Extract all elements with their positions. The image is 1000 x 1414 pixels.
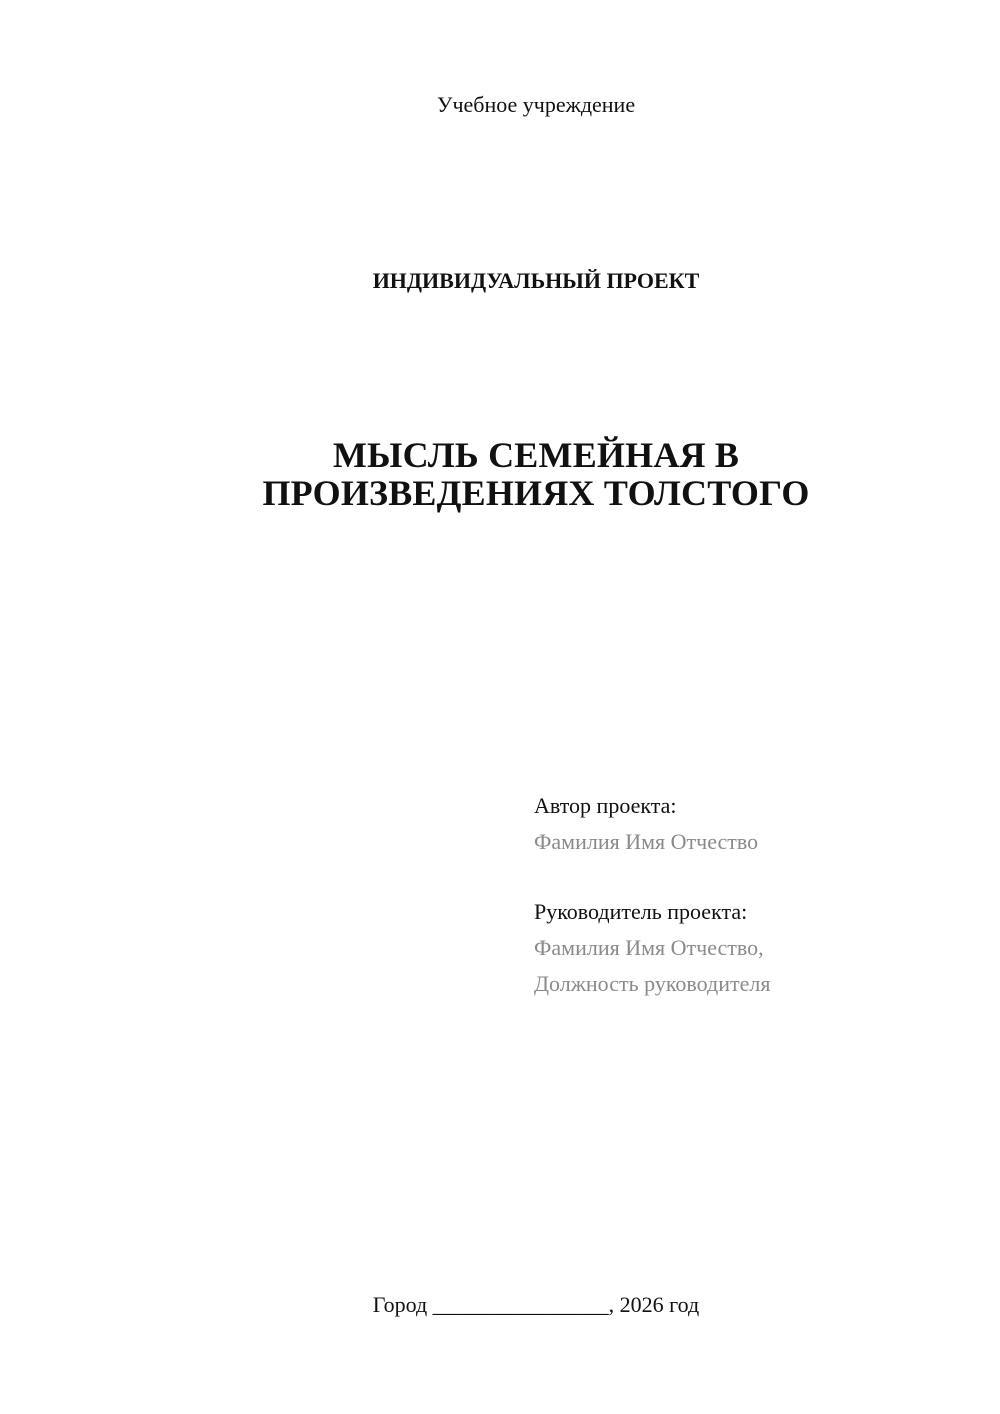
institution-name: Учебное учреждение xyxy=(436,92,636,117)
project-type-heading: ИНДИВИДУАЛЬНЫЙ ПРОЕКТ xyxy=(372,268,700,293)
city-year-line: Город ________________, 2026 год xyxy=(372,1292,700,1317)
project-title-line-2: ПРОИЗВЕДЕНИЯХ ТОЛСТОГО xyxy=(262,473,810,513)
author-label: Автор проекта: xyxy=(534,793,677,818)
project-info-block xyxy=(534,788,974,1002)
author-name: Фамилия Имя Отчество xyxy=(534,829,759,854)
supervisor-position: Должность руководителя xyxy=(534,971,771,996)
project-title xyxy=(0,436,1000,512)
supervisor-name: Фамилия Имя Отчество, xyxy=(534,935,764,960)
project-title-line-1: МЫСЛЬ СЕМЕЙНАЯ В xyxy=(332,435,740,475)
supervisor-label: Руководитель проекта: xyxy=(534,899,748,924)
